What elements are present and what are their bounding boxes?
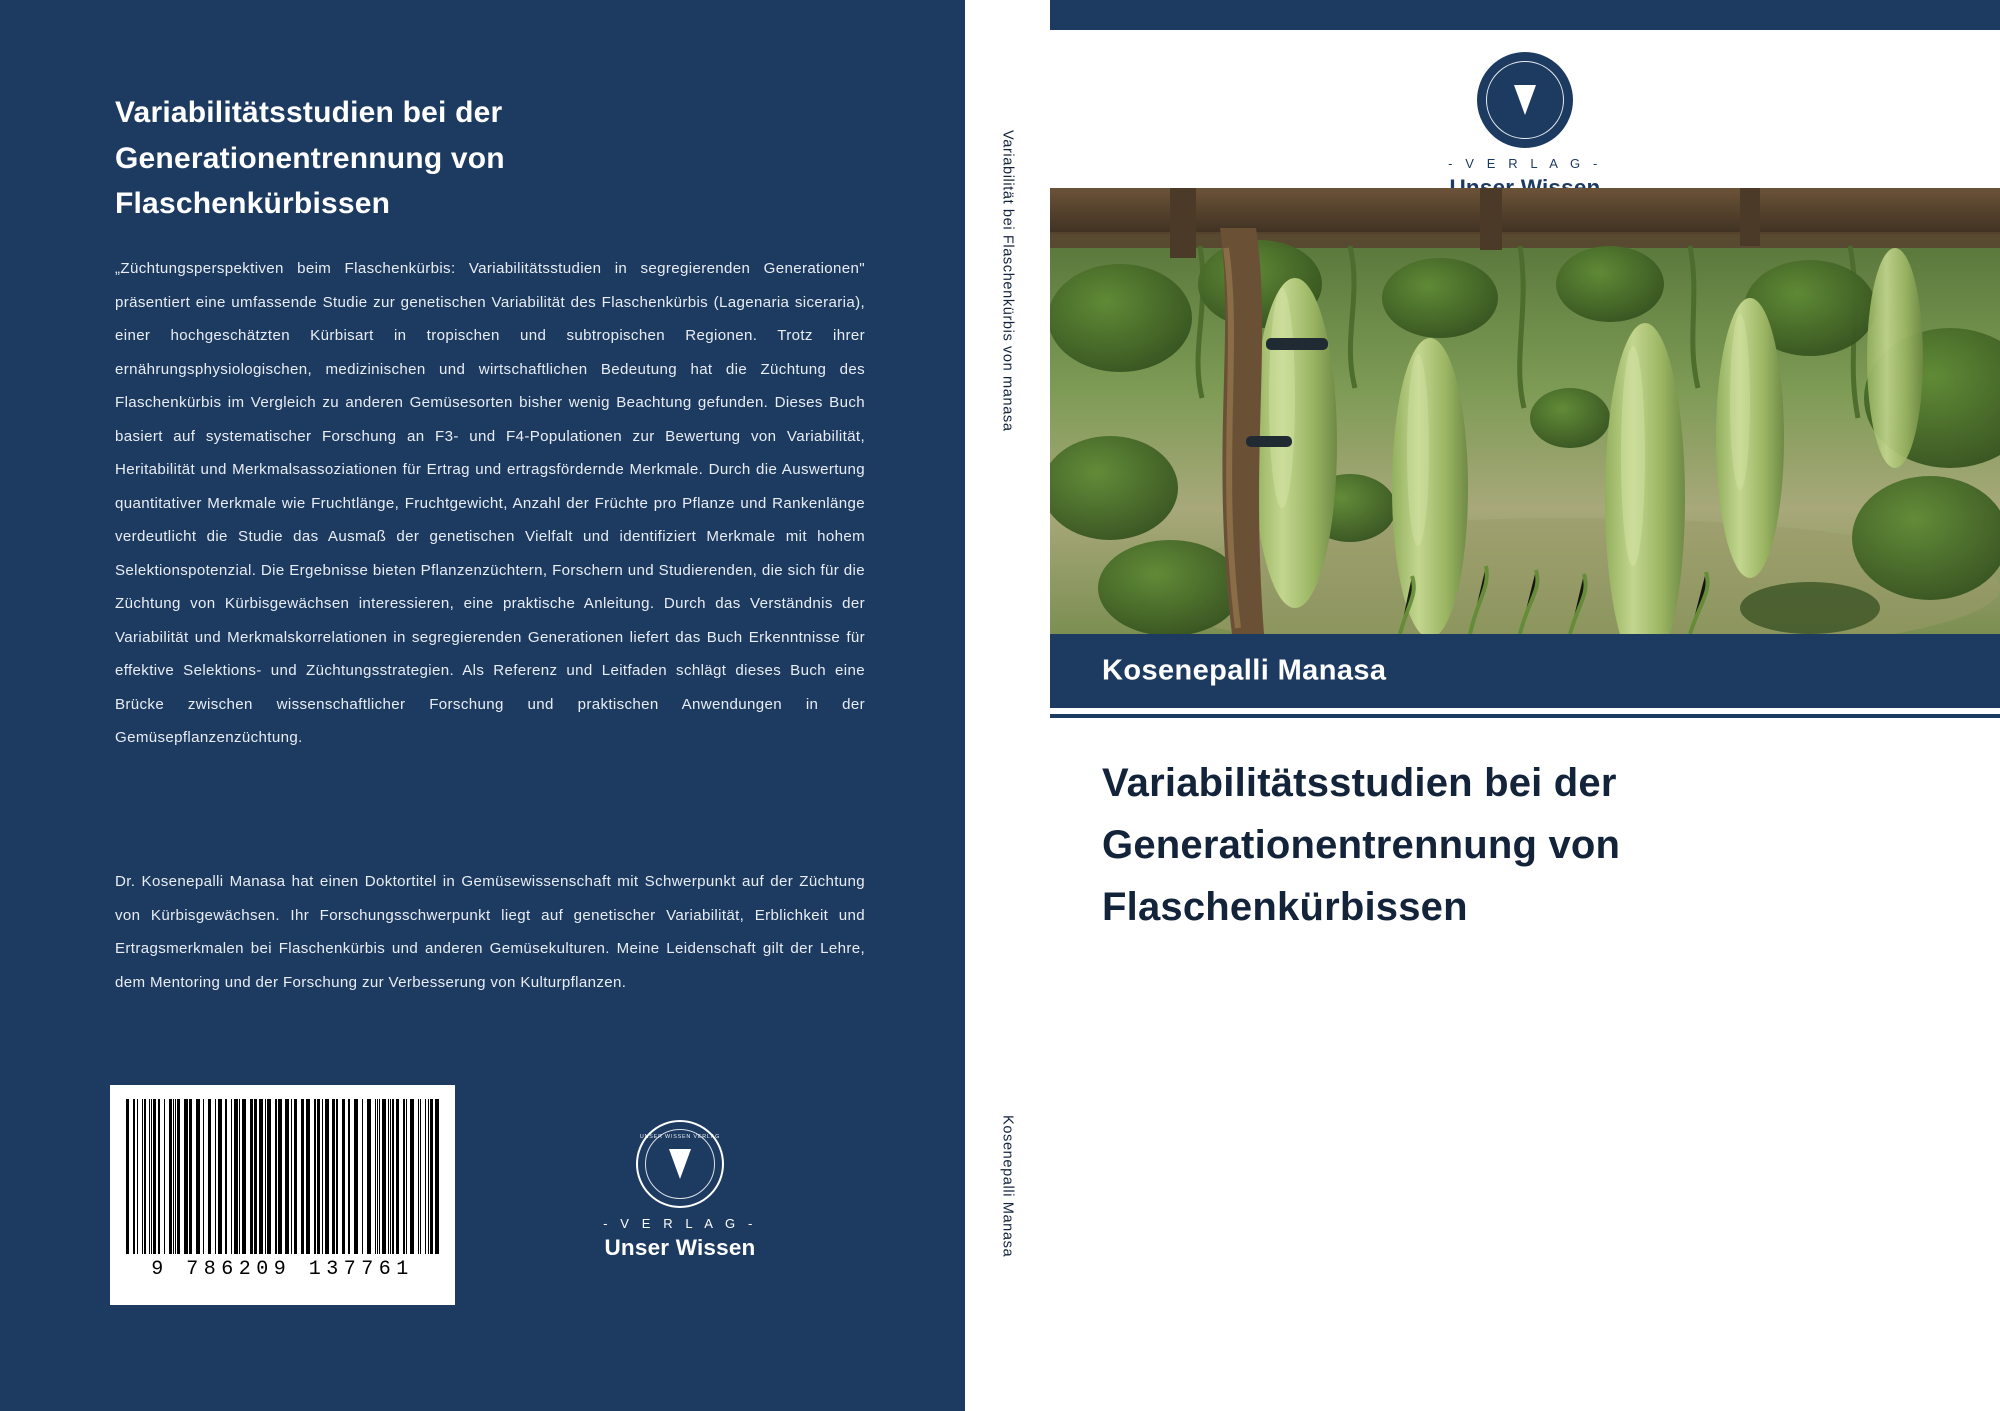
publisher-name: Unser Wissen — [604, 1235, 756, 1260]
cover-photo-bottle-gourds — [1050, 188, 2000, 634]
front-cover-top-band — [1050, 0, 2000, 30]
barcode — [110, 1085, 455, 1305]
spine-author: Kosenepalli Manasa — [999, 1115, 1016, 1258]
book-spine — [965, 0, 1050, 1411]
barcode-bars — [126, 1099, 439, 1254]
publisher-logo-front — [1050, 52, 2000, 201]
publisher-seal-icon-front — [1477, 52, 1573, 148]
author-biography: Dr. Kosenepalli Manasa hat einen Doktortitel in Gemüsewissenschaft mit Schwerpunkt auf der Züchtung von Kürbisgewächsen. Ihr Forschungsschwerpunkt liegt auf genetischer Variabilität, Erblichkeit und Ertragsmerkmalen bei Flaschenkürbis und anderen Gemüsekulturen. Meine Leidenschaft gilt der Lehre, dem Mentoring und der Forschung zur Verbesserung von Kulturpflanzen. — [115, 873, 865, 991]
back-cover-title: Variabilitätsstudien bei der Generationentrennung von Flaschenkürbissen — [115, 96, 505, 221]
back-cover — [0, 0, 965, 1411]
nib-icon-front — [1514, 85, 1536, 115]
publisher-logo-back — [585, 1120, 775, 1261]
barcode-number: 9 786209 137761 — [151, 1258, 414, 1281]
divider-rule — [1050, 714, 2000, 718]
front-cover-author: Kosenepalli Manasa — [1102, 654, 1387, 687]
publisher-verlag-label: - V E R L A G - — [603, 1216, 757, 1231]
front-cover-title: Variabilitätsstudien bei der Generationentrennung von Flaschenkürbissen — [1102, 761, 1621, 929]
back-cover-content — [115, 0, 875, 1411]
spine-title: Variabilität bei Flaschenkürbis von manasa — [999, 130, 1016, 432]
publisher-seal-icon — [636, 1120, 724, 1208]
nib-icon — [669, 1149, 691, 1179]
front-cover-author-band — [1050, 634, 2000, 708]
seal-ring-text: UNSER WISSEN VERLAG — [639, 1134, 721, 1140]
back-cover-description: „Züchtungsperspektiven beim Flaschenkürbis: Variabilitätsstudien in segregierenden Generationen" präsentiert eine umfassende Studie zur genetischen Variabilität des Flaschenkürbis (Lagenaria siceraria), einer hochgeschätzten Kürbisart in tropischen und subtropischen Regionen. Trotz ihrer ernährungsphysiologischen, medizinischen und wirtschaftlichen Bedeutung hat die Züchtung des Flaschenkürbis im Vergleich zu anderen Gemüsesorten bisher wenig Beachtung gefunden. Dieses Buch basiert auf systematischer Forschung an F3- und F4-Populationen zur Bewertung von Variabilität, Heritabilität und Merkmalsassoziationen für Ertrag und ertragsfördernde Merkmale. Durch die Auswertung quantitativer Merkmale wie Fruchtlänge, Fruchtgewicht, Anzahl der Früchte pro Pflanze und Rankenlänge verdeutlicht die Studie das Ausmaß der genetischen Vielfalt und identifiziert Merkmale mit hohem Selektionspotenzial. Die Ergebnisse bieten Pflanzenzüchtern, Forschern und Studierenden, die sich für die Züchtung von Kürbisgewächsen interessieren, eine praktische Anleitung. Durch das Verständnis der Variabilität und Merkmalskorrelationen in segregierenden Generationen liefert das Buch Erkenntnisse für effektive Selektions- und Züchtungsstrategien. Als Referenz und Leitfaden schlägt dieses Buch eine Brücke zwischen wissenschaftlicher Forschung und praktischen Anwendungen in der Gemüsepflanzenzüchtung. — [115, 260, 865, 746]
publisher-verlag-label-front: - V E R L A G - — [1448, 156, 1602, 171]
cover-photo-illustration — [1050, 188, 2000, 634]
front-cover — [1050, 0, 2000, 1411]
